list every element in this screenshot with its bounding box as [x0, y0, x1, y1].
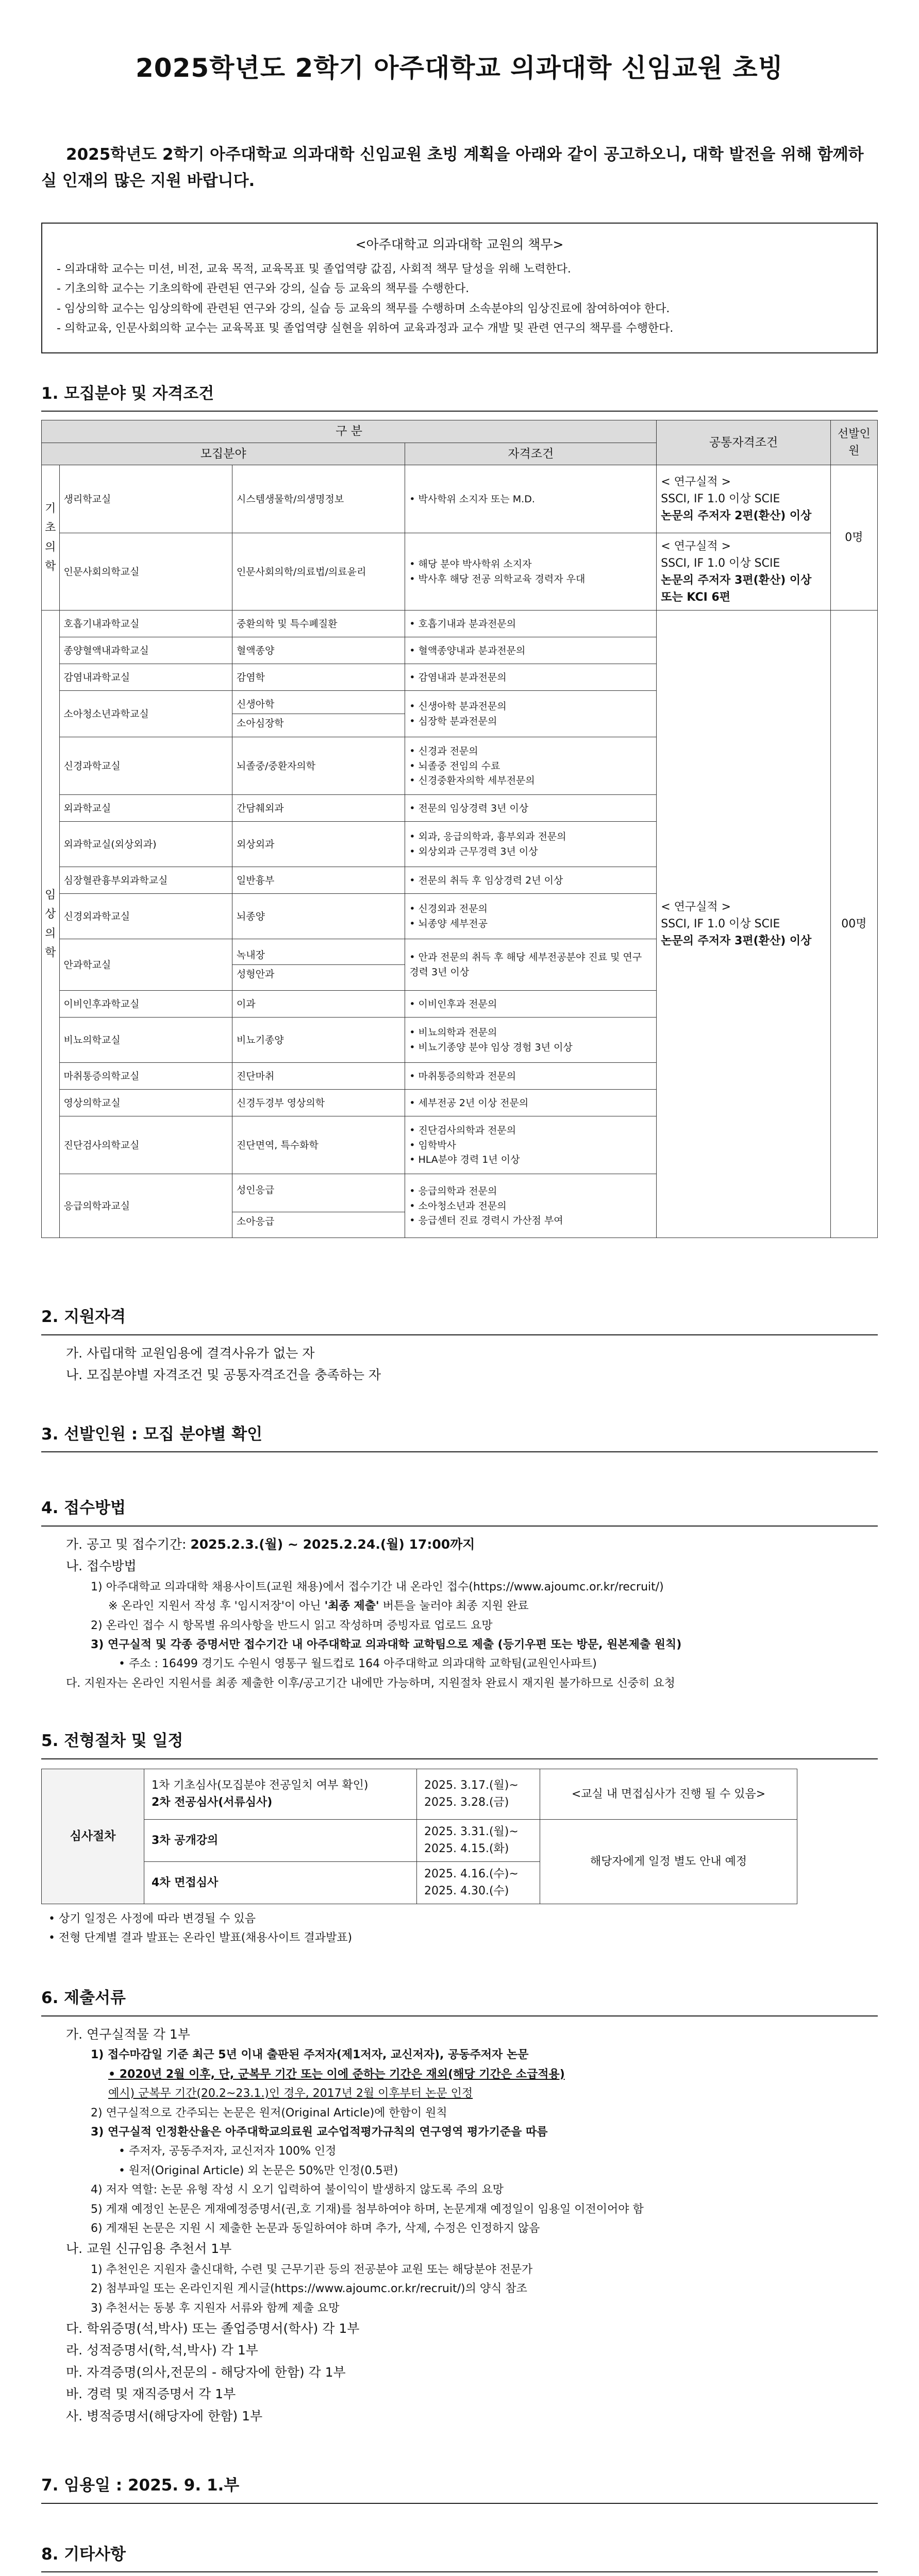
category-clinical: 임 상 의 학: [42, 611, 60, 1238]
dept-cell: 소아청소년과학교실: [59, 691, 232, 737]
dept-cell: 마취통증의학교실: [59, 1063, 232, 1090]
dept-cell: 신경외과학교실: [59, 894, 232, 939]
doc-subitem: 1) 접수마감일 기준 최근 5년 이내 출판된 주저자(제1저자, 교신저자), 공동주저자 논문: [91, 2048, 529, 2062]
section-1-header: [41, 382, 878, 412]
duty-item: - 의학교육, 인문사회의학 교수는 교육목표 및 졸업역량 실현을 위하여 교육과정과 교수 개발 및 관련 연구의 책무를 수행한다.: [57, 322, 674, 335]
qual-line: • 신생아학 분과전문의: [409, 701, 507, 713]
doc-bullet: • 2020년 2월 이후, 단, 군복무 기간 또는 이에 준하는 기간은 재외(해당 기간은 소급적용): [108, 2067, 565, 2081]
duty-box: [41, 223, 878, 353]
dept-cell: 진단검사의학교실: [59, 1116, 232, 1174]
qual-cell: [405, 737, 657, 795]
date-line: 2025. 4.15.(화): [424, 1842, 509, 1856]
common-cell: [657, 465, 831, 533]
dept-cell: 생리학교실: [59, 465, 232, 533]
section-title: 1. 모집분야 및 자격조건: [41, 384, 214, 403]
qual-line: • 세부전공 2년 이상 전문의: [409, 1097, 529, 1109]
common-line: 논문의 주저자 3편(환산) 이상: [661, 935, 812, 948]
dept-cell: 심장혈관흉부외과학교실: [59, 867, 232, 894]
qual-line: • 진단검사의학과 전문의: [409, 1125, 516, 1137]
section-3-header: [41, 1422, 878, 1453]
doc-subitem: 2) 첨부파일 또는 온라인지원 게시글(https://www.ajoumc.or.kr/recruit/)의 양식 참조: [91, 2282, 527, 2296]
header-qual: 자격조건: [405, 443, 657, 465]
dept-cell: 영상의학교실: [59, 1090, 232, 1116]
field-cell: 인문사회의학/의료법/의료윤리: [232, 533, 405, 611]
field-cell: 이과: [232, 991, 405, 1018]
field-cell: 비뇨기종양: [232, 1018, 405, 1063]
qual-line: • 마취통증의학과 전문의: [409, 1070, 516, 1082]
schedule-table: [41, 1769, 797, 1904]
doc-subitem: 3) 연구실적 인정환산율은 아주대학교의료원 교수업적평가규칙의 연구영역 평가기준을 따름: [91, 2125, 548, 2139]
date-line: 2025. 3.17.(월)~: [424, 1779, 519, 1792]
method-item: 3) 연구실적 및 각종 증명서만 접수기간 내 아주대학교 의과대학 교학팀으로 제출 (등기우편 또는 방문, 원본제출 원칙): [91, 1638, 682, 1651]
common-line: 논문의 주저자 2편(환산) 이상: [661, 510, 812, 523]
qual-cell: [405, 533, 657, 611]
dept-cell: 이비인후과학교실: [59, 991, 232, 1018]
doc-item: 마. 자격증명(의사,전문의 - 해당자에 한함) 각 1부: [66, 2364, 346, 2380]
schedule-note-top: <교실 내 면접심사가 진행 될 수 있음>: [540, 1769, 797, 1819]
qual-cell: [405, 991, 657, 1018]
qual-line: • 응급의학과 전문의: [409, 1185, 497, 1197]
method-item: 1) 아주대학교 의과대학 채용사이트(교원 채용)에서 접수기간 내 온라인 접수(https://www.ajoumc.or.kr/recruit/): [91, 1580, 664, 1594]
doc-bullet: • 원저(Original Article) 외 논문은 50%만 인정(0.5편): [119, 2164, 398, 2177]
schedule-date: [417, 1861, 540, 1904]
schedule-date: [417, 1819, 540, 1861]
qual-cell: [405, 637, 657, 664]
qual-cell: [405, 1174, 657, 1238]
header-field: 모집분야: [42, 443, 405, 465]
doc-subitem: 5) 게재 예정인 논문은 게재예정증명서(권,호 기재)를 첨부하여야 하며, 논문게재 예정일이 임용일 이전이어야 함: [91, 2202, 644, 2216]
qual-cell: [405, 664, 657, 691]
dept-cell: 안과학교실: [59, 939, 232, 991]
qual-line: • 안과 전문의 취득 후 해당 세부전공분야 진료 및 연구 경력 3년 이상: [409, 952, 642, 978]
section-4-header: [41, 1496, 878, 1527]
field-cell: 혈액종양: [232, 637, 405, 664]
qual-line: • 신경과 전문의: [409, 745, 478, 757]
dept-cell: 종양혈액내과학교실: [59, 637, 232, 664]
field-cell: 일반흉부: [232, 867, 405, 894]
duty-item: - 의과대학 교수는 미션, 비전, 교육 목적, 교육목표 및 졸업역량 값짐, 사회적 책무 달성을 위해 노력한다.: [57, 262, 571, 276]
schedule-step: [144, 1769, 417, 1819]
schedule-step: 3차 공개강의: [144, 1819, 417, 1861]
common-line: SSCI, IF 1.0 이상 SCIE: [661, 556, 780, 570]
qual-line: • 비뇨의학과 전문의: [409, 1027, 497, 1039]
field-cell: 감염학: [232, 664, 405, 691]
document: [41, 0, 878, 2576]
section-title: 2. 지원자격: [41, 1308, 126, 1327]
field-line: 소아심장학: [232, 714, 405, 733]
field-line: 성형안과: [232, 964, 405, 984]
common-cell: [657, 533, 831, 611]
field-cell: 뇌종양: [232, 894, 405, 939]
qual-line: • 외과, 응급의학과, 흉부외과 전문의: [409, 831, 566, 843]
section-7-header: [41, 2473, 878, 2504]
doc-item: 바. 경력 및 재직증명서 각 1부: [66, 2386, 236, 2402]
header-gubun: 구 분: [42, 420, 657, 443]
qual-line: • 심장학 분과전문의: [409, 715, 497, 727]
schedule-label: 심사절차: [42, 1769, 144, 1904]
qual-line: • 전문의 임상경력 3년 이상: [409, 802, 529, 814]
qual-line: • HLA분야 경력 1년 이상: [409, 1154, 520, 1166]
common-line: 또는 KCI 6편: [661, 590, 731, 604]
qual-cell: [405, 1063, 657, 1090]
doc-subitem: 1) 추천인은 지원자 출신대학, 수련 및 근무기관 등의 전공분야 교원 또는 해당분야 전문가: [91, 2263, 533, 2276]
schedule-note-bottom: 해당자에게 일정 별도 안내 예정: [540, 1819, 797, 1904]
qual-line: • 소아청소년과 전문의: [409, 1200, 507, 1212]
count-clinical: 00명: [830, 611, 877, 1238]
period-value: 2025.2.3.(월) ~ 2025.2.24.(월) 17:00까지: [190, 1536, 475, 1552]
header-count: 선발인원: [830, 420, 877, 465]
intro-paragraph: 2025학년도 2학기 아주대학교 의과대학 신임교원 초빙 계획을 아래와 같이 공고하오니, 대학 발전을 위해 함께하실 인재의 많은 지원 바랍니다.: [41, 145, 864, 191]
qual-line: • 응급센터 진료 경력시 가산점 부여: [409, 1215, 563, 1227]
field-cell: 신경두경부 영상의학: [232, 1090, 405, 1116]
step-line: 1차 기초심사(모집분야 전공일치 여부 확인): [152, 1779, 369, 1792]
qual-cell: [405, 1018, 657, 1063]
field-cell: 외상외과: [232, 822, 405, 867]
field-cell: 시스템생물학/의생명정보: [232, 465, 405, 533]
date-line: 2025. 3.28.(금): [424, 1796, 509, 1809]
qual-cell: [405, 894, 657, 939]
section-5-header: [41, 1729, 878, 1759]
dept-cell: 인문사회의학교실: [59, 533, 232, 611]
common-line: < 연구실적 >: [661, 539, 731, 553]
field-cell: 뇌졸중/중환자의학: [232, 737, 405, 795]
period-line: [41, 1534, 878, 1556]
duty-item: - 임상의학 교수는 임상의학에 관련된 연구와 강의, 실습 등 교육의 책무를 수행하며 소속분야의 임상진료에 참여하여야 한다.: [57, 302, 670, 315]
date-line: 2025. 3.31.(월)~: [424, 1825, 519, 1839]
qual-line: • 해당 분야 박사학위 소지자: [409, 558, 532, 570]
field-line: 녹내장: [236, 949, 265, 961]
field-cell: 간담췌외과: [232, 795, 405, 822]
qual-cell: [405, 1090, 657, 1116]
doc-item: 다. 학위증명(석,박사) 또는 졸업증명서(학사) 각 1부: [66, 2320, 360, 2336]
page-title: 2025학년도 2학기 아주대학교 의과대학 신임교원 초빙: [136, 53, 783, 83]
schedule-bullet: • 상기 일정은 사정에 따라 변경될 수 있음: [48, 1912, 256, 1925]
qual-line: • 뇌졸중 전임의 수료: [409, 760, 500, 772]
qual-line: • 외상외과 근무경력 3년 이상: [409, 845, 538, 857]
field-cell: 진단면역, 특수화학: [232, 1116, 405, 1174]
doc-subitem: 3) 추천서는 동봉 후 지원자 서류와 함께 제출 요망: [91, 2301, 340, 2315]
doc-item: 나. 교원 신규임용 추천서 1부: [66, 2241, 232, 2257]
dept-cell: 호흡기내과학교실: [59, 611, 232, 637]
section-2-header: [41, 1305, 878, 1335]
qual-line: • 박사학위 소지자 또는 M.D.: [409, 493, 535, 505]
qual-cell: [405, 867, 657, 894]
doc-subitem: 4) 저자 역할: 논문 유형 작성 시 오기 입력하여 불이익이 발생하지 않도록 주의 요망: [91, 2183, 504, 2197]
section-title: 5. 전형절차 및 일정: [41, 1732, 183, 1751]
address-line: • 주소 : 16499 경기도 수원시 영통구 월드컵로 164 아주대학교 의과대학 교학팀(교원인사파트): [119, 1657, 597, 1671]
qual-line: • 이비인후과 전문의: [409, 998, 497, 1010]
qual-line: • 감염내과 분과전문의: [409, 671, 507, 683]
method-note-b: '최종 제출': [324, 1600, 379, 1613]
qual-line: • 호흡기내과 분과전문의: [409, 618, 516, 630]
schedule-bullet: • 전형 단계별 결과 발표는 온라인 발표(채용사이트 결과발표): [48, 1931, 353, 1945]
doc-item: 라. 성적증명서(학,석,박사) 각 1부: [66, 2343, 258, 2358]
doc-item: 사. 병적증명서(해당자에 한함) 1부: [66, 2408, 263, 2424]
qual-line: • 신경외과 전문의: [409, 903, 488, 915]
dept-cell: 비뇨의학교실: [59, 1018, 232, 1063]
method-label: 나. 접수방법: [66, 1558, 137, 1574]
field-line: 소아응급: [232, 1212, 405, 1231]
qual-cell: [405, 691, 657, 737]
count-basic: 0명: [830, 465, 877, 611]
field-line: 성인응급: [236, 1184, 275, 1196]
qual-line: • 뇌종양 세부전공: [409, 918, 488, 929]
field-line: 신생아학: [236, 698, 275, 710]
qual-cell: [405, 822, 657, 867]
duty-box-title: <아주대학교 의과대학 교원의 책무>: [355, 237, 564, 252]
qual-line: • 혈액종양내과 분과전문의: [409, 645, 526, 656]
section-title: 4. 접수방법: [41, 1499, 126, 1518]
step-line: 2차 전공심사(서류심사): [152, 1796, 273, 1809]
section-title: 6. 제출서류: [41, 1989, 126, 2008]
dept-cell: 신경과학교실: [59, 737, 232, 795]
section-title: 8. 기타사항: [41, 2545, 126, 2564]
dept-cell: 외과학교실: [59, 795, 232, 822]
recruit-table: [41, 420, 878, 1238]
section-title: 7. 임용일 : 2025. 9. 1.부: [41, 2476, 240, 2495]
header-common: 공통자격조건: [657, 420, 831, 465]
date-line: 2025. 4.30.(수): [424, 1885, 509, 1898]
section-title: 3. 선발인원 : 모집 분야별 확인: [41, 1425, 263, 1444]
field-cell: [232, 1174, 405, 1238]
dept-cell: 감염내과학교실: [59, 664, 232, 691]
method-note-a: ※ 온라인 지원서 작성 후 '임시저장'이 아닌: [108, 1600, 325, 1613]
method-item: 2) 온라인 접수 시 항목별 유의사항을 반드시 읽고 작성하며 증빙자료 업로드 요망: [91, 1619, 493, 1632]
common-line: < 연구실적 >: [661, 476, 731, 489]
common-clinical: [657, 611, 831, 1238]
category-basic: 기 초 의 학: [42, 465, 60, 611]
period-label: 가. 공고 및 접수기간:: [66, 1536, 191, 1552]
doc-subitem: 2) 연구실적으로 간주되는 논문은 원저(Original Article)에 한함이 원칙: [91, 2106, 447, 2120]
method-note-c: 버튼을 눌러야 최종 지원 완료: [379, 1600, 529, 1613]
qual-cell: [405, 465, 657, 533]
method-note: [41, 1597, 878, 1616]
qual-cell: [405, 939, 657, 991]
qual-line: • 전문의 취득 후 임상경력 2년 이상: [409, 874, 563, 886]
section-8-header: [41, 2543, 878, 2573]
qual-line: • 비뇨기종양 분야 임상 경험 3년 이상: [409, 1041, 573, 1053]
list-item: 나. 모집분야별 자격조건 및 공통자격조건을 충족하는 자: [66, 1367, 381, 1383]
qual-cell: [405, 795, 657, 822]
field-cell: [232, 691, 405, 737]
duty-item: - 기초의학 교수는 기초의학에 관련된 연구와 강의, 실습 등 교육의 책무를 수행한다.: [57, 282, 470, 296]
common-line: SSCI, IF 1.0 이상 SCIE: [661, 493, 780, 506]
qual-line: • 박사후 해당 전공 의학교육 경력자 우대: [409, 573, 586, 585]
method-note: 다. 지원자는 온라인 지원서를 최종 제출한 이후/공고기간 내에만 가능하며, 지원절차 완료시 재지원 불가하므로 신중히 요청: [66, 1676, 675, 1690]
doc-bullet: 예시) 군복무 기간(20.2~23.1.)인 경우, 2017년 2월 이후부터 논문 인정: [108, 2087, 473, 2100]
qual-cell: [405, 1116, 657, 1174]
doc-subitem: 6) 게재된 논문은 지원 시 제출한 논문과 동일하여야 하며 추가, 삭제, 수정은 인정하지 않음: [91, 2222, 540, 2235]
list-item: 가. 사립대학 교원임용에 결격사유가 없는 자: [66, 1345, 315, 1361]
field-cell: 진단마취: [232, 1063, 405, 1090]
common-line: 논문의 주저자 3편(환산) 이상: [661, 573, 812, 587]
common-line: SSCI, IF 1.0 이상 SCIE: [661, 918, 780, 931]
common-line: < 연구실적 >: [661, 901, 731, 914]
dept-cell: 응급의학과교실: [59, 1174, 232, 1238]
doc-item: 가. 연구실적물 각 1부: [66, 2026, 190, 2042]
date-line: 2025. 4.16.(수)~: [424, 1868, 519, 1881]
field-cell: [232, 939, 405, 991]
field-cell: 중환의학 및 특수폐질환: [232, 611, 405, 637]
schedule-date: [417, 1769, 540, 1819]
dept-cell: 외과학교실(외상외과): [59, 822, 232, 867]
qual-line: • 임학박사: [409, 1139, 456, 1151]
section-6-header: [41, 1986, 878, 2016]
schedule-step: 4차 면접심사: [144, 1861, 417, 1904]
qual-cell: [405, 611, 657, 637]
doc-bullet: • 주저자, 공동주저자, 교신저자 100% 인정: [119, 2145, 337, 2158]
qual-line: • 신경중환자의학 세부전문의: [409, 775, 535, 787]
